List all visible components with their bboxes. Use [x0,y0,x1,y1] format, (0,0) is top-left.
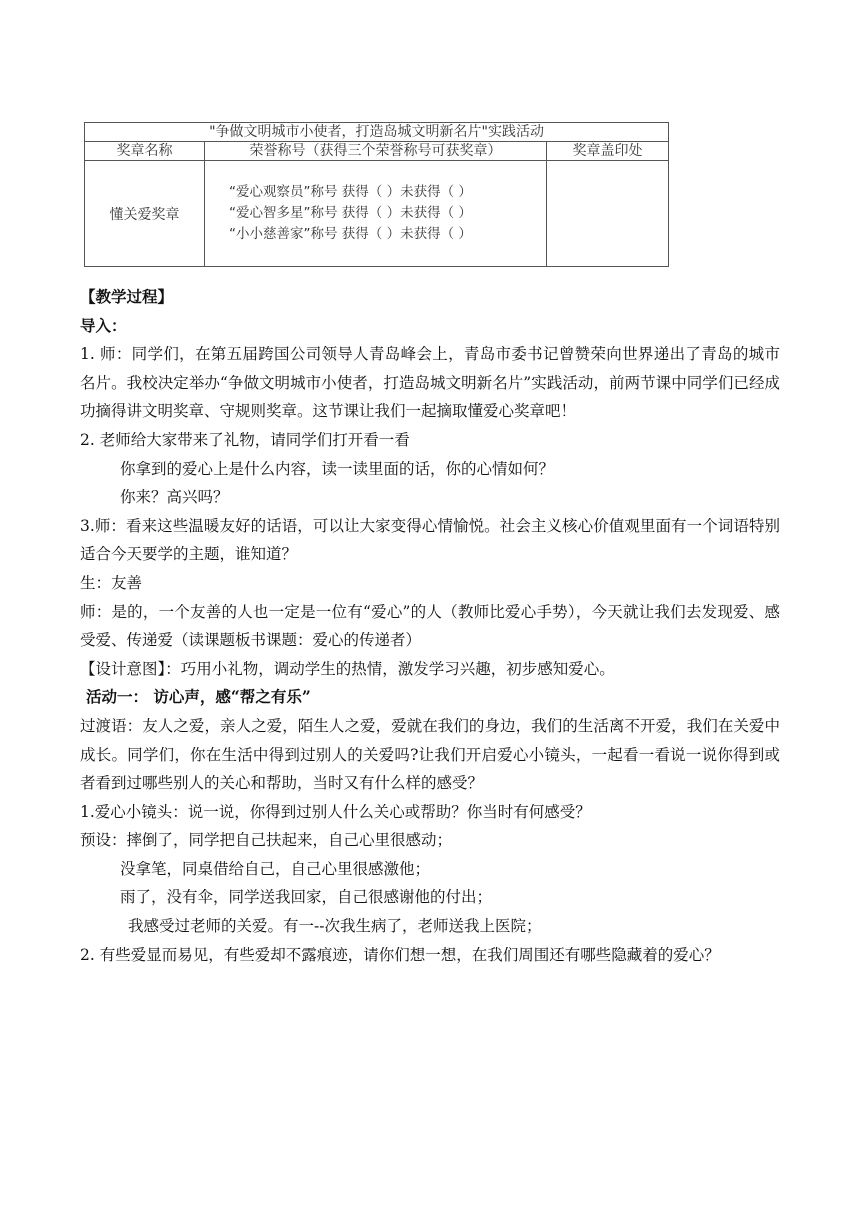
paragraph: 2. 有些爱显而易见，有些爱却不露痕迹，请你们想一想，在我们周围还有哪些隐藏着的爱心？ [80,945,720,964]
stamp-cell [547,161,669,267]
award-table-title: "争做文明城市小使者，打造岛城文明新名片"实践活动 [85,123,669,142]
paragraph: 师：是的，一个友善的人也一定是一位有“爱心”的人（教师比爱心手势），今天就让我们去发现爱、感受爱、传递爱（读课题板书课题：爱心的传递者） [80,602,780,650]
paragraph: 1. 师：同学们，在第五届跨国公司领导人青岛峰会上，青岛市委书记曾赞荣向世界递出了青岛的城市名片。我校决定举办“争做文明城市小使者，打造岛城文明新名片”实践活动，前两节课中同学们已经成功摘得讲文明奖章、守规则奖章。这节课让我们一起摘取懂爱心奖章吧！ [80,345,780,421]
header-award-name: 奖章名称 [85,142,205,161]
award-table-title-row [85,123,669,142]
table-row [85,161,669,267]
paragraph: 你拿到的爱心上是什么内容，读一读里面的话，你的心情如何？ [120,459,555,478]
paragraph: 1.爱心小镜头：说一说，你得到过别人什么关心或帮助？你当时有何感受？ [80,802,591,821]
paragraph: 2. 老师给大家带来了礼物，请同学们打开看一看 [80,430,410,449]
paragraph: 生：友善 [80,573,143,592]
award-table-header-row [85,142,669,161]
header-honor-title: 荣誉称号（获得三个荣誉称号可获奖章） [205,142,547,161]
paragraph: 3.师：看来这些温暖友好的话语，可以让大家变得心情愉悦。社会主义核心价值观里面有一个词语特别适合今天要学的主题，谁知道？ [80,516,780,564]
honors-cell [205,161,547,267]
design-intent: 【设计意图】：巧用小礼物，调动学生的热情，激发学习兴趣，初步感知爱心。 [80,659,615,678]
header-stamp-place: 奖章盖印处 [547,142,669,161]
intro-label: 导入： [80,315,127,335]
section-title: 【教学过程】 [80,287,174,306]
activity-heading: 活动一： 访心声，感“帮之有乐” [86,687,311,707]
lesson-content [80,283,780,969]
paragraph: 你来？高兴吗？ [120,488,229,507]
paragraph: 过渡语：友人之爱，亲人之爱，陌生人之爱，爱就在我们的身边，我们的生活离不开爱，我们在关爱中成长。同学们，你在生活中得到过别人的关爱吗?让我们开启爱心小镜头，一起看一看说一说你得到或者看到过哪些别人的关心和帮助，当时又有什么样的感受？ [80,716,780,793]
award-table [84,122,669,267]
paragraph: 没拿笔，同桌借给自己，自己心里很感激他； [120,859,431,878]
paragraph: 雨了，没有伞，同学送我回家，自己很感谢他的付出； [120,888,493,907]
paragraph: 我感受过老师的关爱。有一--次我生病了，老师送我上医院； [128,917,542,936]
honor-item: “小小慈善家”称号 获得（ ）未获得（ ） [229,226,472,242]
paragraph: 预设：摔倒了，同学把自己扶起来，自己心里很感动； [80,831,453,850]
honor-item: “爱心观察员”称号 获得（ ）未获得（ ） [229,184,472,200]
award-name-cell: 懂关爱奖章 [85,161,205,267]
honor-item: “爱心智多星”称号 获得（ ）未获得（ ） [229,205,472,221]
